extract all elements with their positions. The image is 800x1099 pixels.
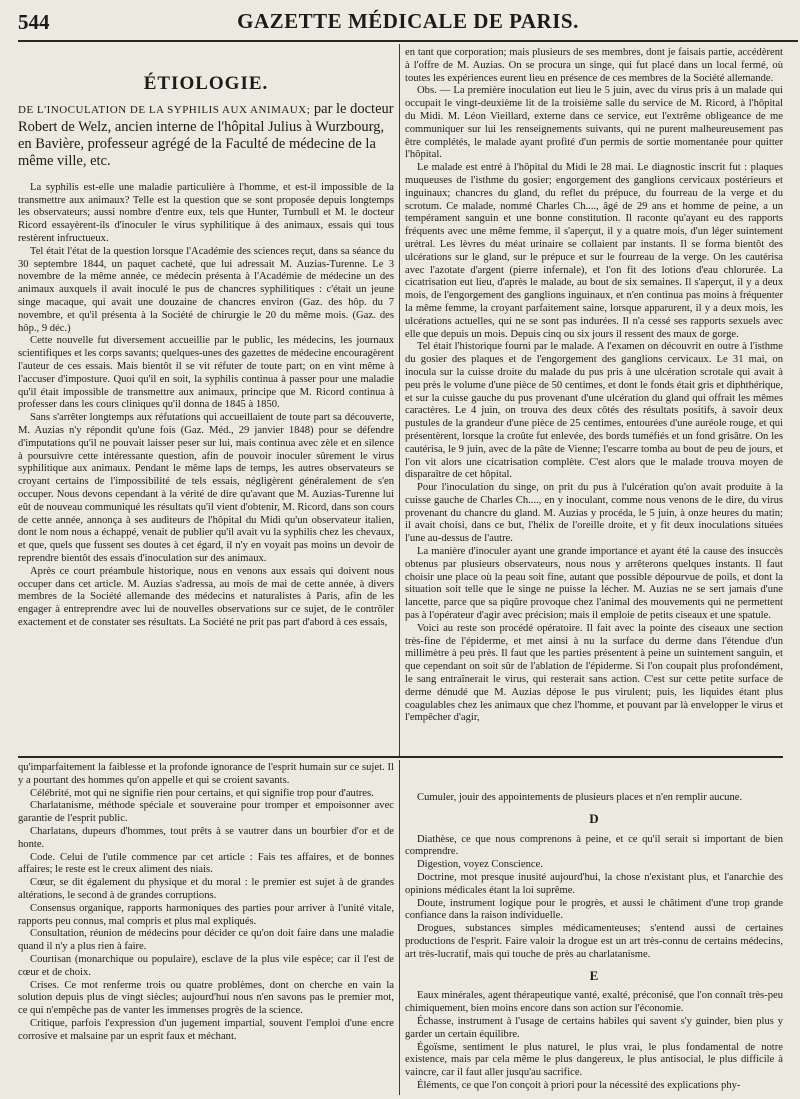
letter-heading-e: E <box>589 967 599 983</box>
article-left-column <box>18 72 394 720</box>
column-divider-bottom <box>399 760 400 1095</box>
journal-title: GAZETTE MÉDICALE DE PARIS. <box>237 9 579 33</box>
paragraph: La syphilis est-elle une maladie particulière à l'homme, et est-il impossible de la transmettre aux animaux? Telle est la question que se sont proposée depuis longtemps les observateurs; aussi nombre d'entre eux, tels que Hunter, Turnbull et M. le docteur Ricord essayèrent-ils d'inoculer le virus syphilitique à des animaux, essais qui tous restèrent infructueux. <box>18 181 394 244</box>
dictionary-entry: Doute, instrument logique pour le progrès, et aussi le châtiment d'une trop grande confiance dans la raison individuelle. <box>405 897 783 922</box>
dictionary-entry: Consensus organique, rapports harmoniques des parties pour arriver à l'unité vitale, rapports peu connus, mal compris et plus mal expliqués. <box>18 902 394 927</box>
paragraph: Obs. — La première inoculation eut lieu le 5 juin, avec du virus pris à un malade qui occupait le vingt-deuxième lit de la troisième salle du service de M. Ricord, à l'hôpital du Midi. M. Léon Vieillard, externe dans ce service, eut l'extrême obligeance de me communiquer sur lui les renseignements suivants, qui ne purent malheureusement pas être complétés, le malade ayant profité d'un permis de sortie momentanée pour quitter l'hôpital. <box>405 85 783 161</box>
paragraph: Après ce court préambule historique, nous en venons aux essais qui doivent nous occuper dans cet article. M. Auzias s'adressa, au mois de mai de cette année, à divers membres de la Société allemande des médecins et naturalistes à Paris, afin de les engager à entreprendre avec lui de nouvelles observations sur ce sujet, de le contrôler exactement et de constater ses résultats. La Société ne prit pas part d'abord à ces essais, <box>18 565 394 628</box>
paragraph: en tant que corporation; mais plusieurs de ses membres, dont je faisais partie, accédèrent à l'offre de M. Auzias. On se procura un singe, qui fut placé dans un local fermé, où toutes les expériences eurent lieu en présence de ces membres de la Société allemande. <box>405 47 783 84</box>
dictionary-entry: Diathèse, ce que nous comprenons à peine, et ce qu'il serait si important de bien comprendre. <box>405 833 783 858</box>
dictionary-right-column <box>405 792 783 1094</box>
paragraph: Pour l'inoculation du singe, on prit du pus à l'ulcération qu'on avait produite à la cuisse gauche de Charles Ch...., en y inoculant, comme nous venons de le dire, du virus provenant du chancre du gland. M. Auzias y procéda, le 5 juin, à onze heures du matin; il avait choisi, dans ce but, l'hélix de l'oreille droite, et y fit deux inoculations situées l'une au-dessus de l'autre. <box>405 482 783 545</box>
paragraph: Le malade est entré à l'hôpital du Midi le 28 mai. Le diagnostic inscrit fut : plaques muqueuses de l'isthme du gosier; engorgement des ganglions cervicaux postérieurs et inguinaux; chancres du gland, du reflet du prépuce, du fourreau de la verge et du scrotum. Ce malade, nommé Charles Ch...., âgé de 29 ans et homme de peine, a un tempérament sanguin et une bonne constitution. Il raconte qu'ayant eu des rapports fréquents avec une même femme, il s'aperçut, il y a quatre mois, d'un léger suintement urétral. Les lèvres du méat urinaire se collaient par instants. Il se forma bientôt des ulcérations sur le gland, sur le prépuce et sur le fourreau de la verge. On les cautérisa avec l'azotate d'argent (pierre infernale), et l'on fit des lotions d'eau chlorurée. La cicatrisation eut lieu, d'après le malade, au bout de six semaines. Il s'aperçut, il y a deux mois, de l'engorgement des ganglions inguinaux, et n'en continua pas moins à fréquenter la même femme, la croyant parfaitement saine, lorsque apparurent, il y a deux mois, les ulcérations actuelles, qui ne se sont pas indurées. Il n'a cessé ses rapports sexuels avec elle que depuis un mois. Depuis cinq ou six jours il ressent des maux de gorge. <box>405 162 783 340</box>
article-right-column <box>405 47 783 747</box>
dictionary-entry: Cumuler, jouir des appointements de plusieurs places et n'en remplir aucune. <box>417 792 743 803</box>
paragraph: Sans s'arrêter longtemps aux réfutations qui accueillaient de toute part sa découverte, M. Auzias n'y répondit qu'une fois (Gaz. Méd., 29 janvier 1848) pour se défendre d'imputations qu'il ne pouvait laisser peser sur lui, mais continua avec zèle et en silence à poursuivre cette intéressante question, afin de pouvoir inoculer sûrement le virus syphilitique aux animaux. Pendant le même laps de temps, les autres observateurs se croyant certains de l'impossibilité de tels essais, négligèrent généralement de s'en occuper. Nous devons cependant à la vérité de dire qu'avant que M. Auzias-Turenne lui eût de nouveau communiqué les résultats qu'il vient d'obtenir, M. Ricord, dans son cours de cette année, annonça à ses auditeurs de l'hôpital du Midi qu'un observateur italien, dont le nom nous a échappé, venait de publier qu'il avait vu la syphilis chez les chevaux, et que, quels que fussent ses doutes à cet égard, il n'y en voyait pas moins un devoir de reprendre bientôt des essais d'inoculation sur des animaux. <box>18 412 394 564</box>
section-divider <box>18 756 783 758</box>
dictionary-entry: Éléments, ce que l'on conçoit à priori pour la nécessité des explications phy- <box>417 1079 741 1091</box>
dictionary-entry: Doctrine, mot presque inusité aujourd'hui, la chose n'existant plus, et l'anarchie des opinions médicales étant la loi suprême. <box>405 871 783 896</box>
dictionary-entry: Cœur, se dit également du physique et du moral : le premier est sujet à de grandes altérations, le second à de grandes corruptions. <box>18 877 394 901</box>
dictionary-entry: qu'imparfaitement la faiblesse et la profonde ignorance de l'esprit humain sur ce sujet. Il y a pourtant des hommes qu'on appelle et qui se croient savants. <box>18 762 394 786</box>
dictionary-entry: Célébrité, mot qui ne signifie rien pour certains, et qui signifie trop pour d'autres. <box>30 787 374 799</box>
dictionary-entry: Code. Celui de l'utile commence par cet article : Fais tes affaires, et de bonnes affaires; le reste est le creux aliment des niais. <box>18 851 394 876</box>
paragraph: Voici au reste son procédé opératoire. Il fait avec la pointe des ciseaux une section très-fine de l'épiderme, et met ainsi à nu la surface du derme dans l'étendue d'un millimètre à peu près. Il faut que les parties présentent à peine un suintement sanguin, et que cependant on soit sûr de l'ablation de l'épiderme. Si l'on coupait plus profondément, le sang entraînerait le virus, qui resterait sans action. C'est sur cette petite surface de derme dénudé que M. Auzias dépose le pus virulent; puis, les liquides étant plus coagulables chez les animaux que chez l'homme, et pouvant par là envelopper le virus et l'empêcher d'agir, <box>405 622 783 724</box>
dictionary-entry: Égoïsme, sentiment le plus naturel, le plus vrai, le plus fondamental de notre existence, mais par cela même le plus dangereux, le plus antisocial, le plus difficile à vaincre, car il faut aller jusqu'au sacrifice. <box>405 1041 783 1079</box>
letter-heading-d: D <box>589 810 599 826</box>
dictionary-entry: Charlatans, dupeurs d'hommes, tout prêts à se vautrer dans un bourbier d'or et de honte. <box>18 825 394 850</box>
paragraph: Tel était l'état de la question lorsque l'Académie des sciences reçut, dans sa séance du 30 septembre 1844, un paquet cacheté, que lui adressait M. Auzias-Turenne. Le 3 novembre de la même année, ce médecin présenta à l'Académie de médecine un des animaux auxquels il avait inoculé le pus de chancres syphilitiques : c'était un jeune singe macaque, qui avait une douzaine de chancres environ (Gaz. des hôp. du 7 novembre, et qu'il présenta à la Société de chirurgie le 20 du même mois. (Gaz. des hôp., 9 déc.) <box>18 245 394 334</box>
article-title-lead: DE L'INOCULATION DE LA SYPHILIS AUX ANIMAUX; <box>18 103 311 116</box>
page-number: 544 <box>18 10 50 34</box>
dictionary-entry: Charlatanisme, méthode spéciale et souveraine pour tromper et empoisonner avec garantie de l'esprit public. <box>18 800 394 825</box>
dictionary-left-column <box>18 762 394 1092</box>
dictionary-entry: Courtisan (monarchique ou populaire), esclave de la plus vile espèce; car il l'est de cœur et de choix. <box>18 953 394 978</box>
article-title <box>18 101 394 170</box>
paragraph: Tel était l'historique fourni par le malade. A l'examen on découvrit en outre à l'isthme du gosier des plaques et de l'engorgement des ganglions cervicaux. Le 31 mai, on inocula sur la cuisse droite du malade du pus pris à une ulcération scrotale qui avait à peu près le volume d'une pièce de 50 centimes, et dont le fonds était gris et diphthérique, et sur la cuisse gauche du pus provenant d'une ulcération du gland qui offrait les mêmes caractères. Le 4 juin, on trouva des deux côtés des résultats positifs, à savoir deux pustules de la grandeur d'une pièce de 25 centimes, entourées d'une auréole rouge, et qui présentèrent, lorsque la croûte fut enlevée, des bords tuméfiés et un fond grisâtre. On les cautérisa, le 9 juin, avec de la pâte de Vienne; l'escarre tomba au bout de peu de jours, et l'on vit alors une cicatrisation complète. C'est alors que le malade trouva moyen de disparaître de cet hôpital. <box>405 341 783 481</box>
section-title: ÉTIOLOGIE. <box>143 73 269 94</box>
dictionary-entry: Eaux minérales, agent thérapeutique vanté, exalté, préconisé, que l'on connaît très-peu chimiquement, bien moins encore dans son action sur l'économie. <box>405 990 783 1015</box>
dictionary-entry: Critique, parfois l'expression d'un jugement impartial, souvent l'emploi d'une encre corrosive et malsaine par un esprit faux et méchant. <box>18 1017 394 1042</box>
dictionary-entry: Crises. Ce mot renferme trois ou quatre problèmes, dont on cherche en vain la solution depuis plus de vingt siècles; aujourd'hui nous n'en savons pas le premier mot, ce qui n'empêche pas de vanter les immenses progrès de la science. <box>18 979 394 1017</box>
dictionary-entry: Drogues, substances simples médicamenteuses; s'entend aussi de certaines productions de l'esprit. Faire valoir la drogue est un art très-connu de certains médecins, art très-lucratif, mais qui touche de près au charlatanisme. <box>405 923 783 960</box>
dictionary-entry: Échasse, instrument à l'usage de certains habiles qui savent s'y guinder, bien plus y garder un certain équilibre. <box>405 1015 783 1040</box>
article-title-rest: par le docteur Robert de Welz, ancien interne de l'hôpital Julius à Wurzbourg, en Bavière, professeur agrégé de la Faculté de médecine de la même ville, etc. <box>18 100 394 169</box>
page-header <box>18 4 798 42</box>
dictionary-entry: Consultation, réunion de médecins pour décider ce qu'on doit faire dans une maladie quand il n'y a plus rien à faire. <box>18 928 394 953</box>
paragraph: La manière d'inoculer ayant une grande importance et ayant été la cause des insuccès obtenus par plusieurs observateurs, nous nous y arrêterons quelques instants. Il faut choisir une place où la peau soit fine, autant que possible dépourvue de poils, et dont la situation soit telle que le singe ne puisse la lécher. M. Auzias ne se sert jamais d'une lancette, parce que sa piqûre provoque chez l'animal des mouvements qui ne permettent pas à l'opérateur d'agir avec précision; mais il emploie de petits ciseaux et une spatule. <box>405 546 783 622</box>
dictionary-entry: Digestion, voyez Conscience. <box>417 859 543 871</box>
column-divider-top <box>399 44 400 756</box>
paragraph: Cette nouvelle fut diversement accueillie par le public, les médecins, les journaux scientifiques et les corps savants; quelques-unes des gazettes de médecine encouragèrent l'auteur de ces essais. Mais bientôt il se vit réfuter de toute part; on en vint même à l'accuser d'imposture. Quoi qu'il en soit, la syphilis continua à passer pour une maladie qu'il était impossible de transmettre aux animaux, principe que M. Ricord continua à professer dans les cours cliniques qu'il donna de 1845 à 1850. <box>18 335 394 411</box>
